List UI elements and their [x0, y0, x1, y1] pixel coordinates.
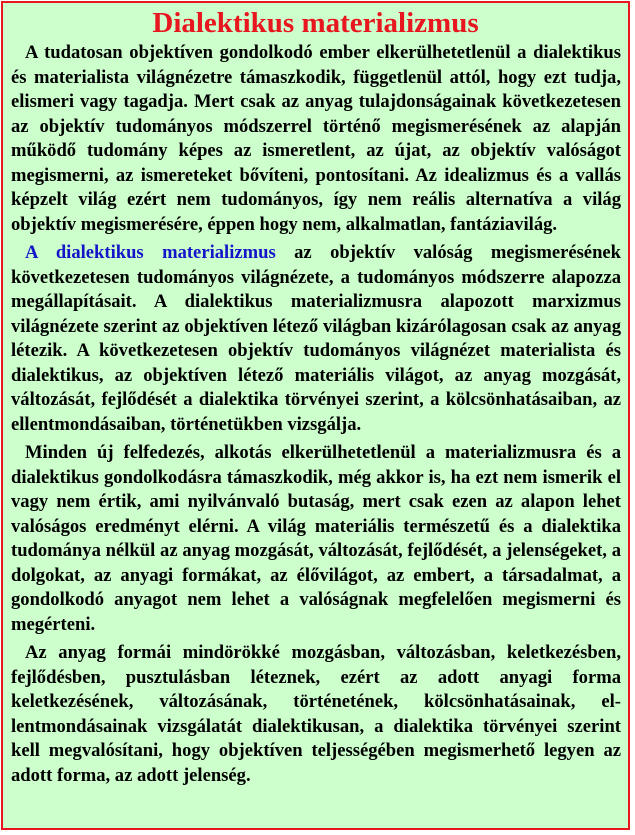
paragraph-2-text: az objektív valóság megismerésének következetesen tudományos világnézete, a tudományos módszerre alapozza megállapításait. A dialektikus materializmusra alapozott marxizmus világnézete szerint az objektíven létező világban kizárólagosan csak az anyag létezik. A következetesen objektív tudományos világnézet materialista és dialektikus, az objektíven létező materiális világot, az anyag mozgását, változását, fejlődését a dialektika törvényei szerint, a kölcsönhatásaiban, az ellentmondásaiban, történetükben vizsgálja. [11, 242, 621, 435]
document-body [3, 41, 628, 788]
paragraph-1: A tudatosan objektíven gondolkodó ember elkerülhetetlenül a dialektikus és materialista világnézetre támaszkodik, függetlenül attól, hogy ezt tudja, elismeri vagy tagadja. Mert csak az anyag tulajdonságainak következetesen az objektív tudományos módszerrel történő megismerésének az alapján működő tudomány képes az ismeretlent, az újat, az objektív valóságot megismerni, az ismereteket bővíteni, pontosítani. Az idealizmus és a vallás képzelt világ ezért nem tudományos, így nem reális alternatíva a világ objektív megismerésére, éppen hogy nem, alkalmatlan, fantáziavilág. [11, 42, 621, 235]
highlighted-term: A dialektikus materializmus [25, 242, 276, 263]
page-title: Dialektikus materializmus [152, 7, 479, 39]
paragraph-4: Az anyag formái mindörökké mozgásban, változásban, keletkezésben, fejlődésben, pusztulásban léteznek, ezért az adott anyagi forma keletkezésének, változásának, történetének, kölcsönhatásainak, ellentmondásainak vizsgálatát dialektikusan, a dialektika törvényei szerint kell megvalósítani, hogy objektíven teljességében megismerhető legyen az adott forma, az adott jelenség. [11, 642, 621, 786]
paragraph-3: Minden új felfedezés, alkotás elkerülhetetlenül a materializmusra és a dialektikus gondolkodásra támaszkodik, még akkor is, ha ezt nem ismerik el vagy nem értik, ami nyilvánvaló butaság, mert csak ezen az alapon lehet valóságos eredményt elérni. A világ materiális természetű és a dialektika tudománya nélkül az anyag mozgását, változását, fejlődését, a jelenségeket, a dolgokat, az anyagi formákat, az élővilágot, az embert, a társadalmat, a gondolkodó anyagot nem lehet a valóságnak megfelelően megismerni és megérteni. [11, 442, 621, 635]
document-page [1, 1, 630, 830]
paragraph-2 [11, 241, 621, 437]
